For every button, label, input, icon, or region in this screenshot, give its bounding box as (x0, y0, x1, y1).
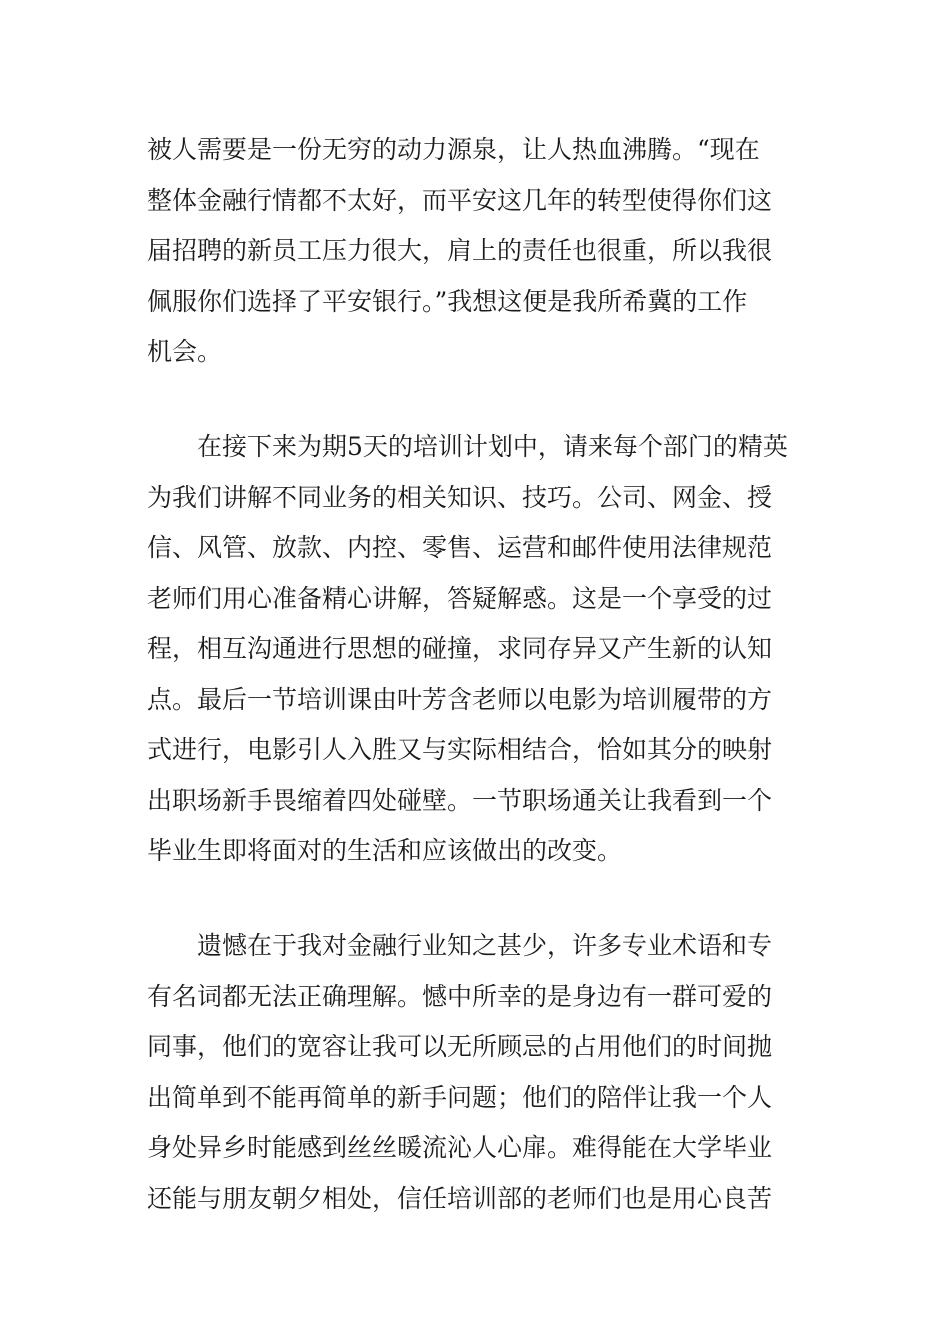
text-line: 老师们用心准备精心讲解，答疑解惑。这是一个享受的过 (147, 583, 773, 613)
text-line: 机会。 (147, 337, 223, 366)
text-line: 身处异乡时能感到丝丝暖流沁人心扉。难得能在大学毕业 (147, 1133, 773, 1162)
text-line: 出简单到不能再简单的新手问题；他们的陪伴让我一个人 (147, 1082, 773, 1112)
text-line: 出职场新手畏缩着四处碰壁。一节职场通关让我看到一个 (147, 785, 773, 815)
text-line: 遗憾在于我对金融行业知之甚少，许多专业术语和专 (197, 931, 773, 960)
text-line: 届招聘的新员工压力很大，肩上的责任也很重，所以我很 (147, 236, 773, 265)
text-line: 在接下来为期5天的培训计划中，请来每个部门的精英 (197, 432, 788, 461)
paragraph-1 (147, 125, 807, 378)
text-line: 同事，他们的宽容让我可以无所顾忌的占用他们的时间抛 (147, 1032, 773, 1061)
text-line: 点。最后一节培训课由叶芳含老师以电影为培训履带的方 (147, 684, 773, 714)
text-line: 为我们讲解不同业务的相关知识、技巧。公司、网金、授 (147, 482, 773, 512)
paragraph-2 (147, 422, 807, 877)
text-line: 被人需要是一份无穷的动力源泉，让人热血沸腾。“现在 (147, 135, 760, 164)
text-line: 程，相互沟通进行思想的碰撞，求同存异又产生新的认知 (147, 634, 773, 663)
text-line: 整体金融行情都不太好，而平安这几年的转型使得你们这 (147, 185, 773, 215)
text-line: 佩服你们选择了平安银行。”我想这便是我所希冀的工作 (147, 286, 748, 316)
text-line: 毕业生即将面对的生活和应该做出的改变。 (147, 836, 623, 865)
paragraph-3 (147, 921, 807, 1224)
text-line: 信、风管、放款、内控、零售、运营和邮件使用法律规范 (147, 533, 773, 562)
text-line: 有名词都无法正确理解。憾中所幸的是身边有一群可爱的 (147, 981, 773, 1011)
text-line: 式进行，电影引人入胜又与实际相结合，恰如其分的映射 (147, 735, 773, 764)
text-line: 还能与朋友朝夕相处，信任培训部的老师们也是用心良苦 (147, 1183, 773, 1213)
